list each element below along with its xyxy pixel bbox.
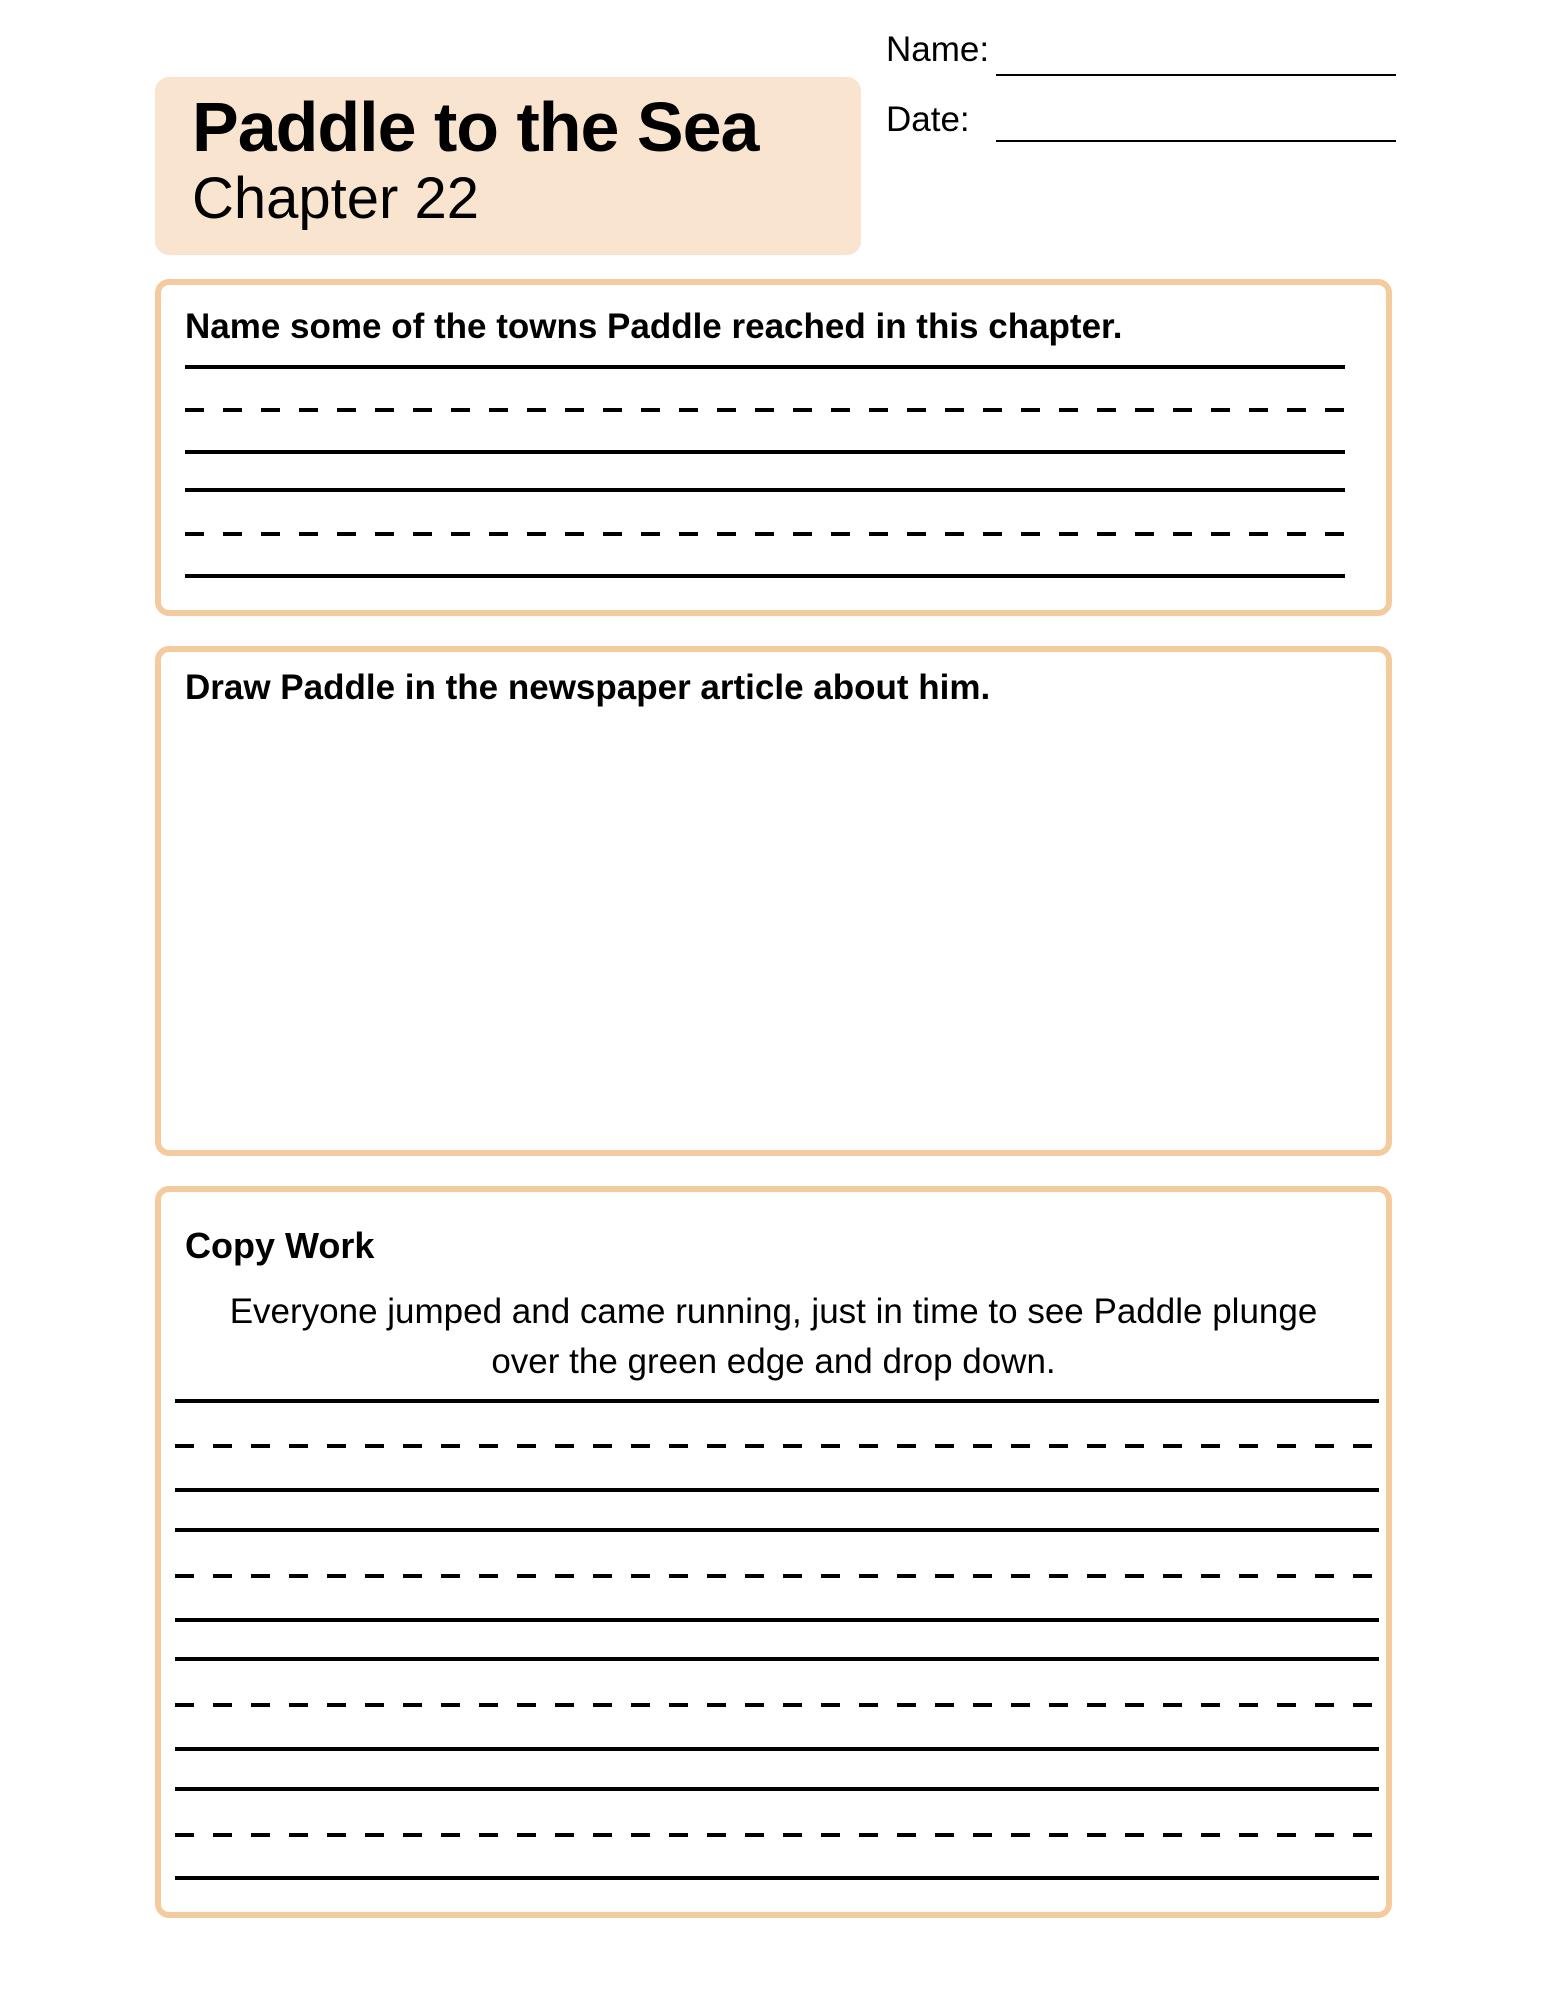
name-field[interactable] (886, 30, 1396, 90)
copy-work-passage: Everyone jumped and came running, just in time to see Paddle plunge over the green edge and drop down. (229, 1292, 1318, 1381)
draw-panel[interactable] (155, 646, 1392, 1156)
chapter-subtitle: Chapter 22 (192, 166, 479, 231)
writing-line-solid (175, 1488, 1379, 1492)
title-box (155, 77, 861, 255)
towns-prompt: Name some of the towns Paddle reached in this chapter. (185, 307, 1123, 346)
writing-line-solid (175, 1618, 1379, 1622)
writing-line-dashed (175, 1703, 1379, 1707)
writing-line-solid (175, 1399, 1379, 1403)
writing-line-dashed (175, 1444, 1379, 1448)
writing-line-solid (185, 450, 1345, 454)
writing-line-solid (175, 1876, 1379, 1880)
writing-line-solid (185, 574, 1345, 578)
writing-line-dashed (185, 532, 1345, 536)
name-label: Name: (886, 30, 990, 69)
writing-line-dashed (175, 1833, 1379, 1837)
copy-work-heading: Copy Work (185, 1225, 375, 1266)
writing-line-dashed (185, 408, 1345, 412)
worksheet-title: Paddle to the Sea (192, 88, 759, 166)
copy-work-panel (155, 1186, 1392, 1918)
date-line[interactable] (996, 140, 1396, 142)
draw-prompt: Draw Paddle in the newspaper article about him. (185, 668, 991, 707)
writing-line-solid (175, 1747, 1379, 1751)
name-line[interactable] (996, 74, 1396, 76)
writing-line-solid (175, 1528, 1379, 1532)
writing-line-solid (175, 1787, 1379, 1791)
writing-line-solid (185, 488, 1345, 492)
towns-panel (155, 279, 1392, 616)
writing-line-solid (175, 1657, 1379, 1661)
writing-line-dashed (175, 1574, 1379, 1578)
date-field[interactable] (886, 100, 1396, 160)
date-label: Date: (886, 100, 970, 139)
writing-line-solid (185, 365, 1345, 369)
